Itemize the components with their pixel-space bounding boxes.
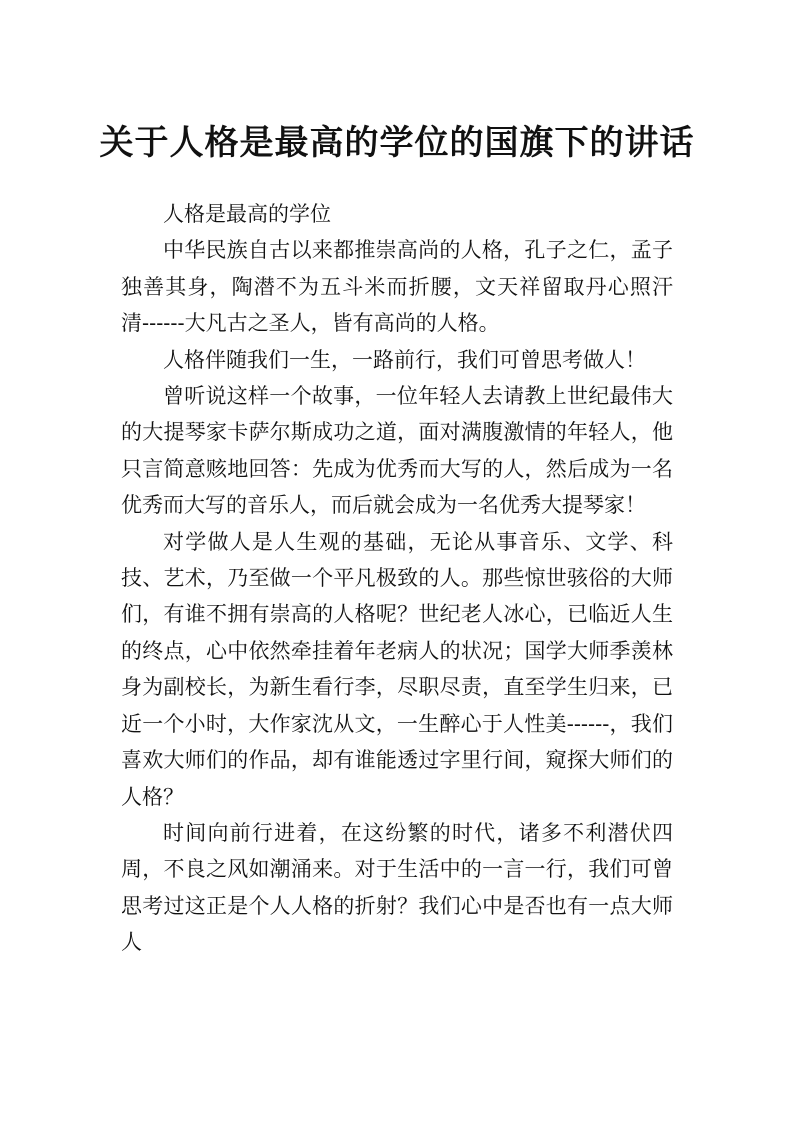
paragraph: 人格是最高的学位 — [163, 202, 331, 226]
paragraph: 中华民族自古以来都推崇高尚的人格，孔子之仁，孟子独善其身，陶潜不为五斗米而折腰，文天祥留取丹心照汗清------大凡古之圣人，皆有高尚的人格。 — [121, 238, 673, 336]
paragraph: 时间向前行进着，在这纷繁的时代，诸多不利潜伏四周，不良之风如潮涌来。对于生活中的一言一行，我们可曾思考过这正是个人人格的折射？我们心中是否也有一点大师人 — [121, 820, 673, 955]
paragraph: 曾听说这样一个故事，一位年轻人去请教上世纪最伟大的大提琴家卡萨尔斯成功之道，面对满腹激情的年轻人，他只言简意赅地回答：先成为优秀而大写的人，然后成为一名优秀而大写的音乐人，而后就会成为一名优秀大提琴家！ — [121, 384, 673, 518]
document-title: 关于人格是最高的学位的国旗下的讲话 — [99, 122, 695, 163]
paragraph: 人格伴随我们一生，一路前行，我们可曾思考做人！ — [163, 347, 646, 372]
document-body — [121, 196, 673, 961]
paragraph: 对学做人是人生观的基础，无论从事音乐、文学、科技、艺术，乃至做一个平凡极致的人。那些惊世骇俗的大师们，有谁不拥有崇高的人格呢？世纪老人冰心，已临近人生的终点，心中依然牵挂着年老病人的状况；国学大师季羡林身为副校长，为新生看行李，尽职尽责，直至学生归来，已近一个小时，大作家沈从文，一生醉心于人性美------，我们喜欢大师们的作品，却有谁能透过字里行间，窥探大师们的人格？ — [121, 529, 673, 809]
